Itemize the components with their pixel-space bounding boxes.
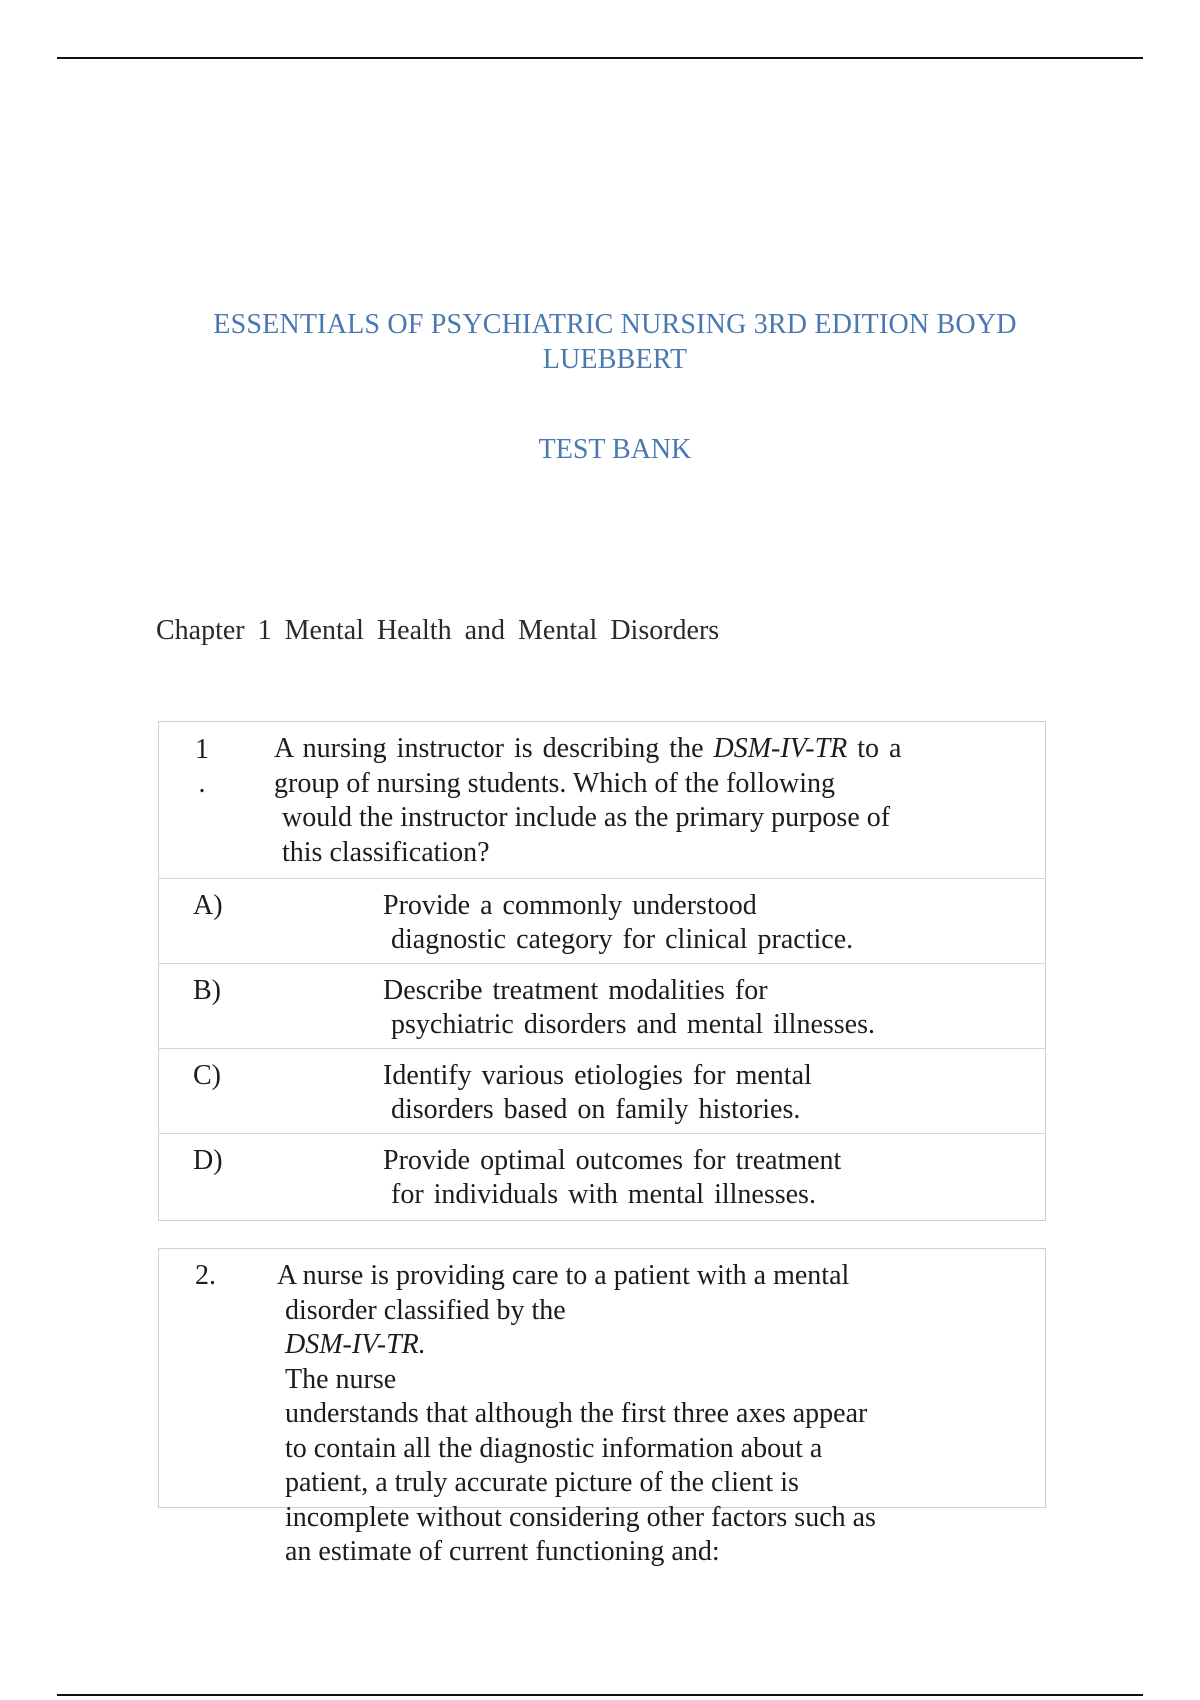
answer-option-c[interactable]: [159, 1049, 1045, 1134]
option-text: Provide a commonly understood diagnostic category for clinical practice.: [383, 890, 854, 955]
option-letter: A): [193, 890, 223, 921]
dsm-term: DSM-IV-TR: [713, 733, 848, 764]
chapter-heading: Chapter 1 Mental Health and Mental Disorders: [156, 615, 720, 646]
document-title: ESSENTIALS OF PSYCHIATRIC NURSING 3RD EDITION BOYD LUEBBERT: [213, 309, 1017, 375]
question-1-stem-row: [159, 722, 1045, 879]
option-letter: C): [193, 1060, 221, 1091]
document-subtitle: TEST BANK: [538, 434, 692, 465]
bottom-rule: [57, 1694, 1143, 1696]
dsm-term: DSM-IV-TR.: [285, 1329, 426, 1360]
option-letter: B): [193, 975, 221, 1006]
question-1-box: [158, 721, 1046, 1221]
question-1-stem: A nursing instructor is describing the DSM-IV-TR to a group of nursing students. Which of the following would the instructor include as the primary purpose of this classification?: [274, 733, 902, 868]
option-text: Describe treatment modalities for psychiatric disorders and mental illnesses.: [383, 975, 875, 1040]
top-rule: [57, 57, 1143, 59]
question-1-number: 1 .: [195, 734, 209, 799]
question-2-box: [158, 1248, 1046, 1567]
answer-option-b[interactable]: [159, 964, 1045, 1049]
option-text: Identify various etiologies for mental disorders based on family histories.: [383, 1060, 812, 1125]
answer-option-a[interactable]: [159, 879, 1045, 964]
question-2-number: 2.: [195, 1260, 216, 1291]
question-2-stem: A nurse is providing care to a patient with a mental disorder classified by the DSM-IV-TR. The nurse understands that although the first three axes appear to contain all the diagnostic information about a patient, a truly accurate picture of the client is incomplete without considering other factors such as an estimate of current functioning and:: [277, 1260, 876, 1567]
answer-option-d[interactable]: [159, 1134, 1045, 1220]
option-text: Provide optimal outcomes for treatment for individuals with mental illnesses.: [383, 1145, 842, 1210]
option-letter: D): [193, 1145, 223, 1176]
